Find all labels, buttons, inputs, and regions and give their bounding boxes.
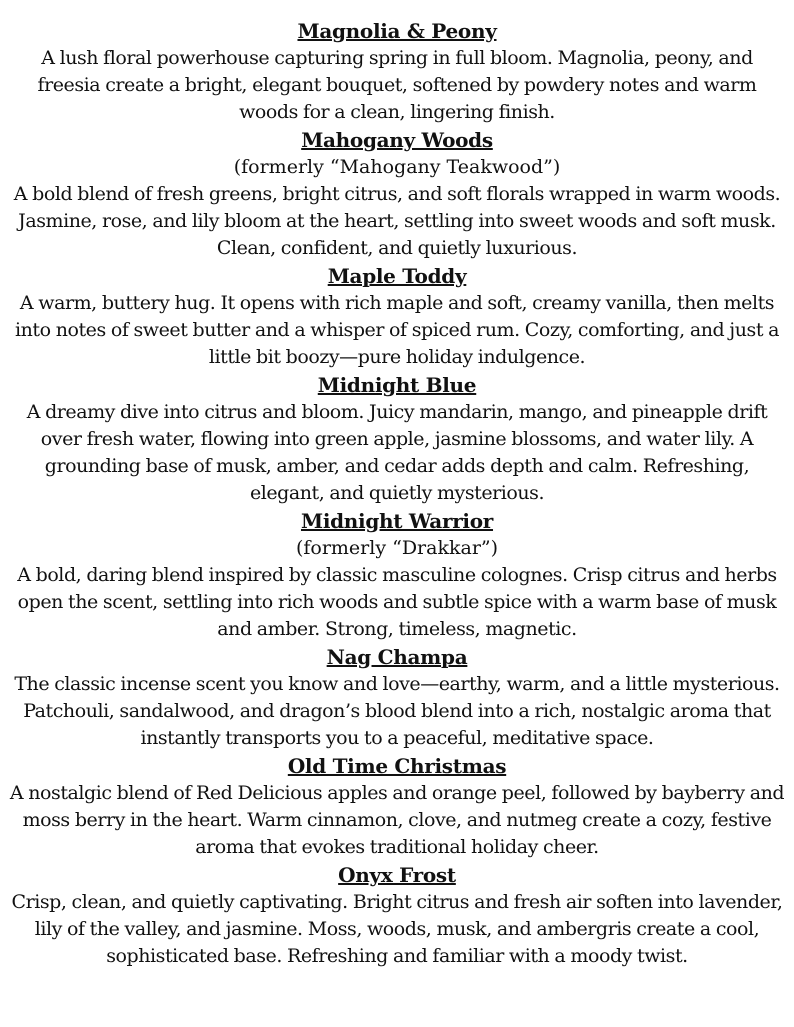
scent-name: Midnight Warrior [300, 509, 494, 533]
scent-description: A bold, daring blend inspired by classic masculine colognes. Crisp citrus and herbs open the scent, settling into rich woods and subtle spice with a warm base of musk and amber. Strong, timeless, magnetic. [17, 564, 777, 640]
scent-entry [8, 17, 786, 126]
scent-entry [8, 752, 786, 861]
scent-description: A warm, buttery hug. It opens with rich maple and soft, creamy vanilla, then melts into notes of sweet butter and a whisper of spiced rum. Cozy, comforting, and just a little bit boozy—pure holiday indulgence. [15, 292, 779, 368]
scent-description: A nostalgic blend of Red Delicious apples and orange peel, followed by bayberry and moss berry in the heart. Warm cinnamon, clove, and nutmeg create a cozy, festive aroma that evokes traditional holiday cheer. [9, 782, 785, 858]
scent-description: A dreamy dive into citrus and bloom. Juicy mandarin, mango, and pineapple drift over fresh water, flowing into green apple, jasmine blossoms, and water lily. A grounding base of musk, amber, and cedar adds depth and calm. Refreshing, elegant, and quietly mysterious. [26, 401, 768, 504]
scent-list [8, 17, 786, 970]
scent-former-name: (formerly “Drakkar”) [295, 537, 499, 559]
scent-name: Midnight Blue [317, 373, 477, 397]
scent-entry [8, 262, 786, 371]
scent-description: The classic incense scent you know and love—earthy, warm, and a little mysterious. Patchouli, sandalwood, and dragon’s blood blend into a rich, nostalgic aroma that instantly transports you to a peaceful, meditative space. [14, 673, 780, 749]
scent-entry [8, 126, 786, 262]
scent-description: A lush floral powerhouse capturing spring in full bloom. Magnolia, peony, and freesia create a bright, elegant bouquet, softened by powdery notes and warm woods for a clean, lingering finish. [37, 47, 757, 123]
scent-entry [8, 643, 786, 752]
scent-name: Mahogany Woods [301, 128, 493, 152]
scent-name: Maple Toddy [327, 264, 467, 288]
scent-former-name: (formerly “Mahogany Teakwood”) [233, 156, 561, 178]
scent-entry [8, 371, 786, 507]
scent-entry [8, 861, 786, 970]
scent-description: A bold blend of fresh greens, bright citrus, and soft florals wrapped in warm woods. Jasmine, rose, and lily bloom at the heart, settling into sweet woods and soft musk. Clean, confident, and quietly luxurious. [13, 183, 781, 259]
scent-name: Nag Champa [326, 645, 468, 669]
scent-name: Old Time Christmas [287, 754, 507, 778]
scent-name: Magnolia & Peony [297, 19, 497, 43]
scent-description: Crisp, clean, and quietly captivating. Bright citrus and fresh air soften into lavender, lily of the valley, and jasmine. Moss, woods, musk, and ambergris create a cool, sophisticated base. Refreshing and familiar with a moody twist. [11, 891, 783, 967]
scent-name: Onyx Frost [338, 863, 456, 887]
scent-entry [8, 507, 786, 643]
